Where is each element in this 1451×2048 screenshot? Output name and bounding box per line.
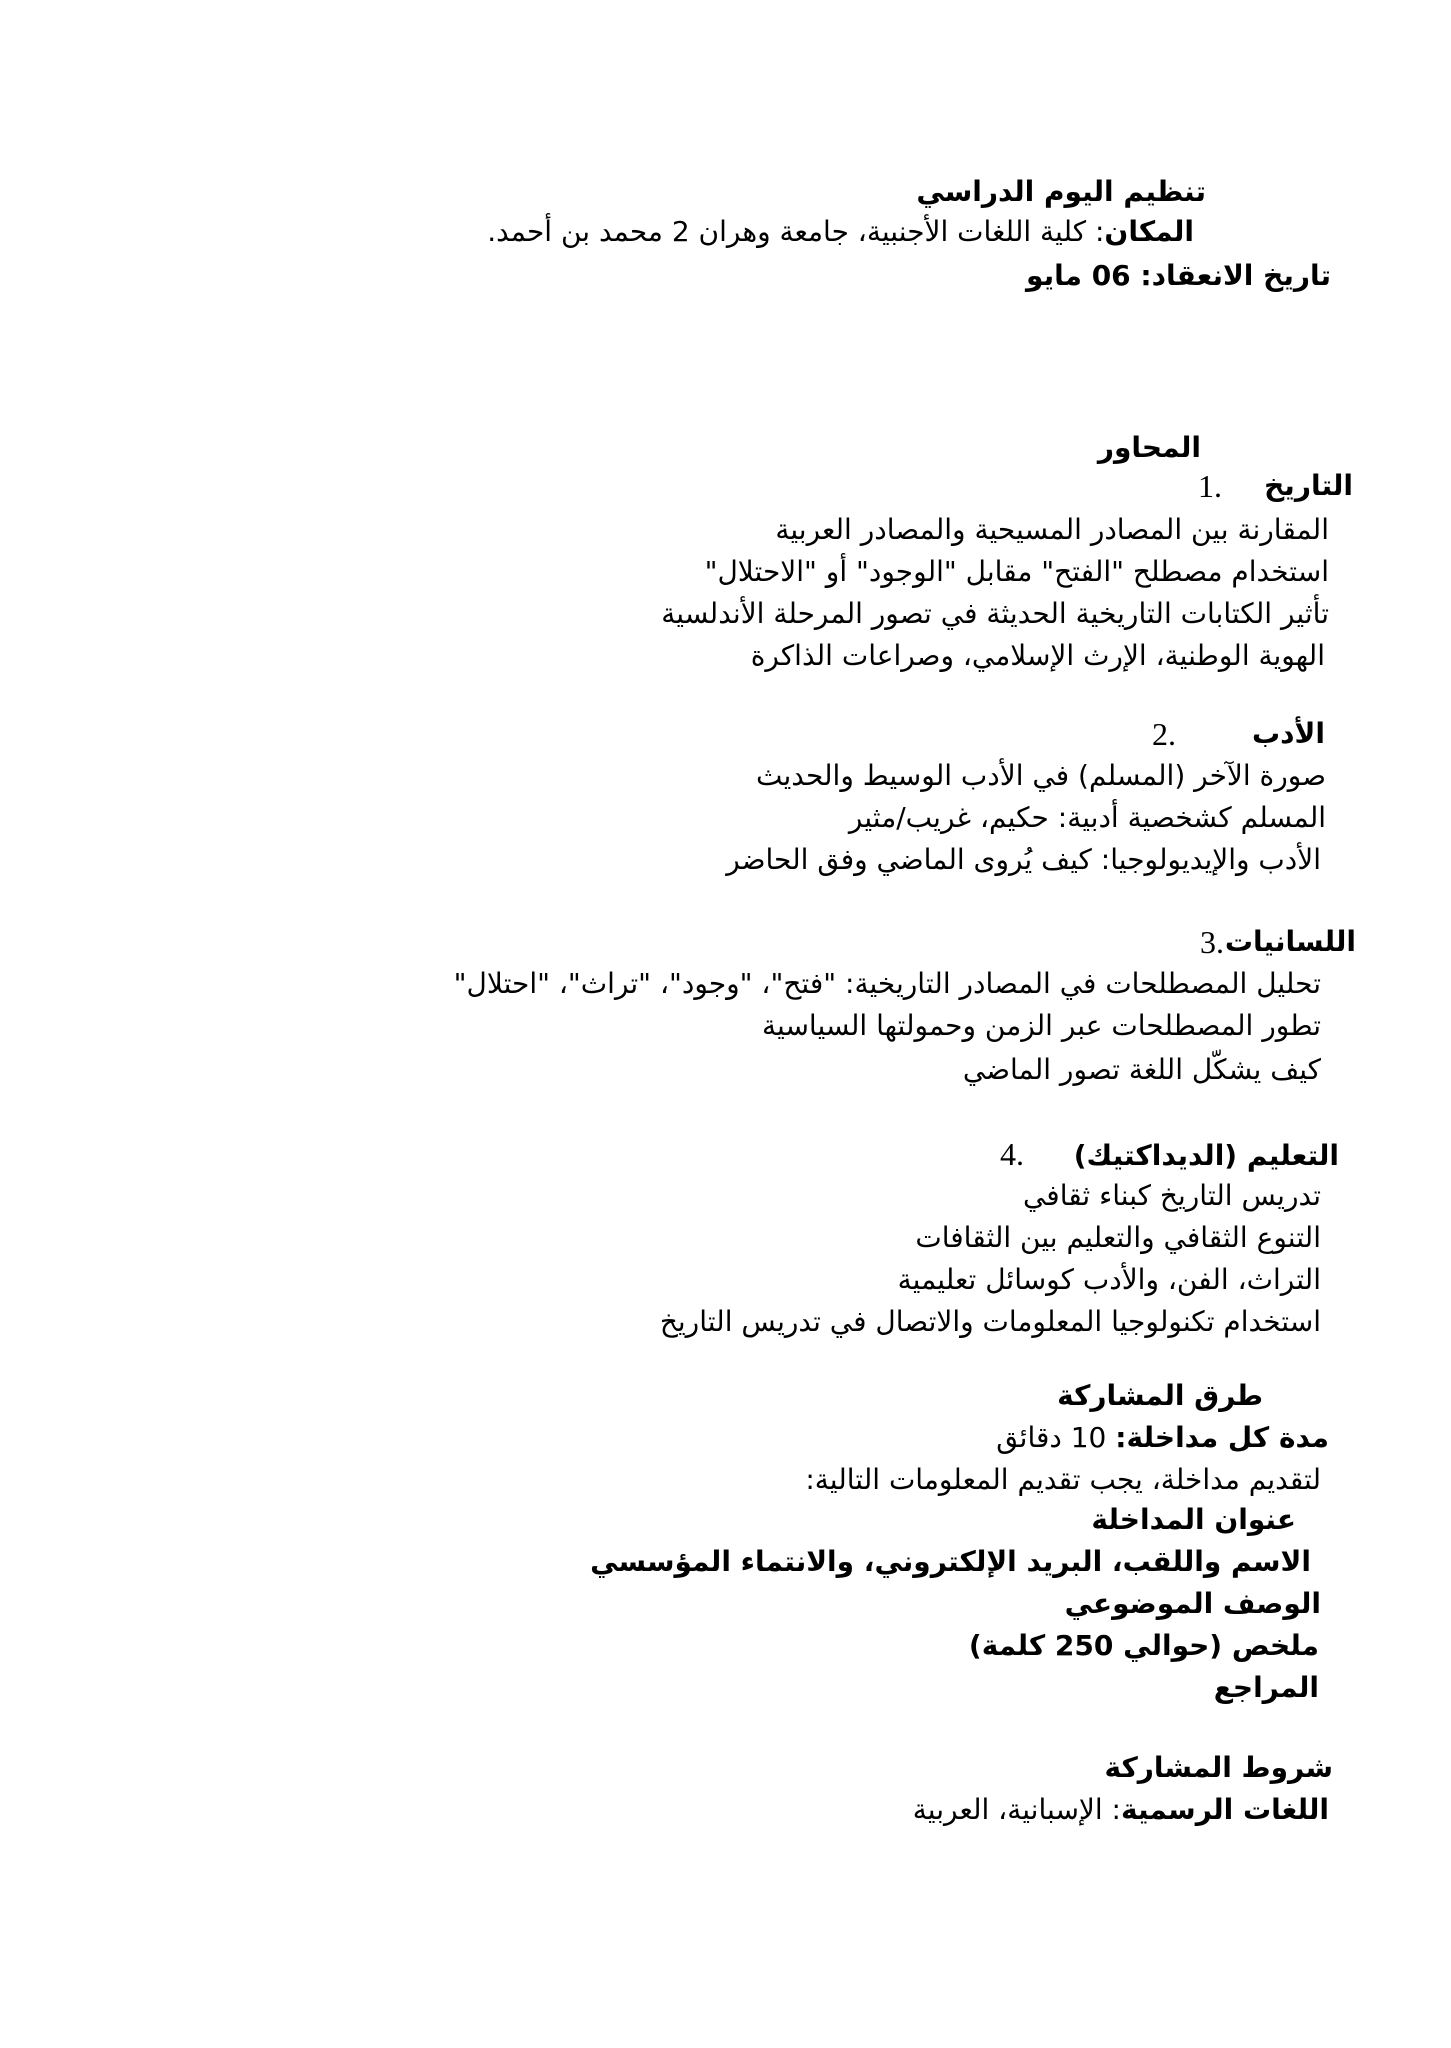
list-item: تدريس التاريخ كبناء ثقافي [1022, 1179, 1321, 1212]
list-item: المقارنة بين المصادر المسيحية والمصادر العربية [775, 513, 1329, 546]
requirement-item: الوصف الموضوعي [1064, 1587, 1321, 1620]
axes-heading: المحاور [1097, 431, 1201, 464]
languages-label: اللغات الرسمية [1121, 1793, 1329, 1826]
page-title: تنظيم اليوم الدراسي [916, 175, 1206, 208]
section-2-title: الأدب [1252, 717, 1325, 750]
requirement-item: الاسم واللقب، البريد الإلكتروني، والانتماء المؤسسي [590, 1545, 1311, 1578]
section-4-number: 4. [1000, 1136, 1024, 1172]
duration-label: مدة كل مداخلة: [1115, 1421, 1329, 1454]
list-item: الأدب والإيديولوجيا: كيف يُروى الماضي وفق الحاضر [726, 843, 1321, 876]
section-3-number: 3. [1200, 924, 1224, 960]
event-date: تاريخ الانعقاد: 06 مايو [1026, 259, 1331, 292]
section-3-title: اللسانيات [1224, 925, 1356, 958]
list-item: تحليل المصطلحات في المصادر التاريخية: "فتح"، "وجود"، "تراث"، "احتلال" [453, 967, 1321, 1000]
list-item: استخدام تكنولوجيا المعلومات والاتصال في تدريس التاريخ [659, 1305, 1321, 1338]
list-item: استخدام مصطلح "الفتح" مقابل "الوجود" أو "الاحتلال" [704, 555, 1329, 588]
venue-label: المكان [1104, 215, 1194, 248]
section-2-number: 2. [1152, 716, 1176, 752]
requirement-item: المراجع [1213, 1671, 1319, 1704]
participation-heading: طرق المشاركة [1057, 1379, 1263, 1412]
venue-value: : كلية اللغات الأجنبية، جامعة وهران 2 محمد بن أحمد. [487, 215, 1105, 248]
section-1-title: التاريخ [1264, 469, 1353, 502]
section-4-title: التعليم (الديداكتيك) [1073, 1139, 1339, 1172]
list-item: المسلم كشخصية أدبية: حكيم، غريب/مثير [848, 801, 1326, 834]
list-item: التراث، الفن، والأدب كوسائل تعليمية [897, 1263, 1321, 1296]
conditions-heading: شروط المشاركة [1104, 1751, 1333, 1784]
requirement-item: ملخص (حوالي 250 كلمة) [968, 1629, 1319, 1662]
requirement-item: عنوان المداخلة [1091, 1503, 1296, 1536]
duration-line [996, 1418, 1329, 1458]
duration-value: 10 دقائق [996, 1421, 1107, 1454]
list-item: صورة الآخر (المسلم) في الأدب الوسيط والحديث [755, 759, 1326, 792]
list-item: تطور المصطلحات عبر الزمن وحمولتها السياسية [761, 1009, 1321, 1042]
submission-intro: لتقديم مداخلة، يجب تقديم المعلومات التالية: [805, 1463, 1321, 1496]
list-item: تأثير الكتابات التاريخية الحديثة في تصور المرحلة الأندلسية [661, 597, 1329, 630]
languages-line [913, 1790, 1329, 1830]
section-1-number: 1. [1198, 468, 1222, 504]
languages-value: : الإسبانية، العربية [912, 1793, 1121, 1826]
list-item: كيف يشكّل اللغة تصور الماضي [962, 1053, 1321, 1086]
list-item: التنوع الثقافي والتعليم بين الثقافات [915, 1221, 1321, 1254]
list-item: الهوية الوطنية، الإرث الإسلامي، وصراعات الذاكرة [750, 639, 1325, 672]
venue-line [487, 212, 1194, 252]
